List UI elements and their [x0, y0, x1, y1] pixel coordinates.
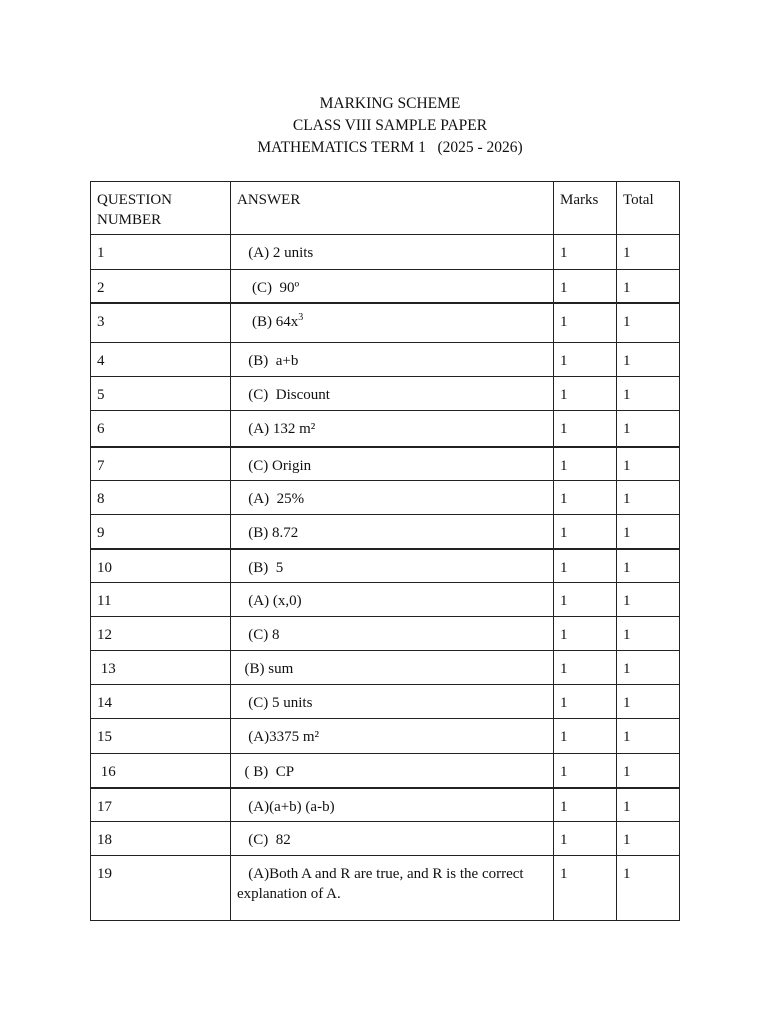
- table-row: [91, 303, 680, 343]
- marks-cell-text: 1: [560, 661, 568, 677]
- answer-cell: [231, 515, 554, 549]
- question-number-cell: [91, 515, 231, 549]
- total-cell: [617, 822, 680, 856]
- marks-cell: [554, 270, 617, 303]
- answer-cell: [231, 822, 554, 856]
- table-row: [91, 651, 680, 685]
- total-cell: [617, 343, 680, 377]
- marks-cell-text: 1: [560, 280, 568, 296]
- question-number-cell-text: 5: [97, 387, 105, 403]
- question-number-cell: [91, 343, 231, 377]
- answer-cell-text: (B) a+b: [237, 353, 299, 369]
- answer-cell: [231, 411, 554, 447]
- marks-cell-text: 1: [560, 695, 568, 711]
- answer-cell: [231, 549, 554, 583]
- total-cell-text: 1: [623, 559, 631, 576]
- total-cell: [617, 617, 680, 651]
- answer-cell: [231, 583, 554, 617]
- question-number-cell: [91, 303, 231, 343]
- marks-cell: [554, 719, 617, 754]
- answer-cell-text: (C) Origin: [237, 457, 312, 474]
- answer-cell: [231, 447, 554, 481]
- answer-cell: [231, 685, 554, 719]
- marks-cell: [554, 856, 617, 921]
- answer-cell-text: (B) 5: [237, 559, 284, 576]
- total-cell: [617, 788, 680, 822]
- question-number-cell: [91, 549, 231, 583]
- table-row: [91, 447, 680, 481]
- table-row: [91, 788, 680, 822]
- answer-cell-text: (B) 8.72: [237, 525, 299, 541]
- question-number-cell-text: 13: [97, 661, 116, 677]
- marks-cell-text: 1: [560, 832, 568, 848]
- total-cell-text: 1: [623, 421, 631, 437]
- total-cell: [617, 719, 680, 754]
- marks-cell: [554, 549, 617, 583]
- answer-cell-text: (C) 90º: [237, 280, 300, 296]
- total-cell: [617, 411, 680, 447]
- answer-cell-text: (A) 132 m²: [237, 421, 316, 437]
- answer-cell: [231, 788, 554, 822]
- question-number-cell: [91, 822, 231, 856]
- question-number-cell-text: 18: [97, 832, 112, 848]
- answer-cell: [231, 343, 554, 377]
- answer-cell-text: (B) 64x: [237, 313, 299, 330]
- marks-cell: [554, 788, 617, 822]
- table-row: [91, 549, 680, 583]
- subject-term: MATHEMATICS TERM 1 (2025 - 2026): [257, 139, 523, 156]
- marks-cell-text: 1: [560, 387, 568, 403]
- question-number-cell: [91, 411, 231, 447]
- answer-cell: [231, 481, 554, 515]
- marks-cell: [554, 447, 617, 481]
- question-number-cell: [91, 270, 231, 303]
- table-row: [91, 719, 680, 754]
- question-number-cell: [91, 481, 231, 515]
- header-answer: ANSWER: [231, 182, 554, 235]
- table-row: [91, 343, 680, 377]
- total-cell: [617, 235, 680, 270]
- total-cell-text: 1: [623, 832, 631, 848]
- answer-cell-text: (A) (x,0): [237, 593, 302, 609]
- answer-cell: [231, 754, 554, 788]
- total-cell-text: 1: [623, 313, 631, 330]
- question-number-cell-text: 8: [97, 491, 105, 507]
- table-row: [91, 270, 680, 303]
- marks-cell: [554, 822, 617, 856]
- marks-cell-text: 1: [560, 729, 568, 745]
- answer-cell: [231, 377, 554, 411]
- question-number-cell: [91, 685, 231, 719]
- marks-cell: [554, 303, 617, 343]
- total-cell: [617, 303, 680, 343]
- question-number-cell-text: 12: [97, 627, 112, 643]
- total-cell-text: 1: [623, 280, 631, 296]
- class-subtitle: CLASS VIII SAMPLE PAPER: [292, 117, 488, 134]
- table-row: [91, 685, 680, 719]
- header-marks: Marks: [554, 182, 617, 235]
- answer-cell: [231, 235, 554, 270]
- total-cell-text: 1: [623, 353, 631, 369]
- question-number-cell: [91, 754, 231, 788]
- marks-cell: [554, 235, 617, 270]
- total-cell-text: 1: [623, 593, 631, 609]
- total-cell: [617, 754, 680, 788]
- answer-cell: [231, 651, 554, 685]
- question-number-cell-text: 14: [97, 695, 112, 711]
- table-row: [91, 754, 680, 788]
- marks-cell: [554, 617, 617, 651]
- answer-cell-text: (A) 25%: [237, 491, 305, 507]
- marks-cell-text: 1: [560, 491, 568, 507]
- table-row: [91, 515, 680, 549]
- question-number-cell-text: 15: [97, 729, 112, 745]
- total-cell-text: 1: [623, 457, 631, 474]
- marks-cell-text: 1: [560, 313, 568, 330]
- marks-cell: [554, 685, 617, 719]
- question-number-cell: [91, 235, 231, 270]
- total-cell-text: 1: [623, 798, 631, 815]
- question-number-cell-text: 19: [97, 866, 112, 882]
- marks-cell: [554, 583, 617, 617]
- total-cell-text: 1: [623, 245, 631, 261]
- answer-cell-text: (B) sum: [237, 661, 294, 677]
- table-body: [91, 182, 680, 921]
- question-number-cell-text: 10: [97, 559, 112, 576]
- marks-cell-text: 1: [560, 245, 568, 261]
- question-number-cell: [91, 651, 231, 685]
- total-cell: [617, 651, 680, 685]
- marks-cell: [554, 343, 617, 377]
- question-number-cell-text: 3: [97, 313, 105, 330]
- total-cell-text: 1: [623, 627, 631, 643]
- total-cell: [617, 377, 680, 411]
- total-cell-text: 1: [623, 491, 631, 507]
- question-number-cell: [91, 788, 231, 822]
- marks-cell-text: 1: [560, 798, 568, 815]
- total-cell-text: 1: [623, 729, 631, 745]
- total-cell-text: 1: [623, 661, 631, 677]
- question-number-cell-text: 4: [97, 353, 105, 369]
- total-cell: [617, 856, 680, 921]
- marks-cell: [554, 377, 617, 411]
- question-number-cell-text: 9: [97, 525, 105, 541]
- question-number-cell: [91, 583, 231, 617]
- marks-cell-text: 1: [560, 764, 568, 780]
- answer-cell-text: ( B) CP: [237, 764, 295, 780]
- marks-cell-text: 1: [560, 525, 568, 541]
- table-row: [91, 583, 680, 617]
- marks-cell: [554, 411, 617, 447]
- answer-cell: [231, 303, 554, 343]
- total-cell: [617, 685, 680, 719]
- marks-cell-text: 1: [560, 457, 568, 474]
- total-cell: [617, 270, 680, 303]
- answer-cell: [231, 270, 554, 303]
- question-number-cell: [91, 719, 231, 754]
- marks-cell-text: 1: [560, 353, 568, 369]
- total-cell-text: 1: [623, 764, 631, 780]
- table-row: [91, 411, 680, 447]
- total-cell-text: 1: [623, 387, 631, 403]
- table-row: [91, 481, 680, 515]
- marking-scheme-table: [90, 181, 680, 921]
- marks-cell-text: 1: [560, 559, 568, 576]
- question-number-cell: [91, 856, 231, 921]
- answer-cell-text: (A)(a+b) (a-b): [237, 798, 335, 815]
- header-total: Total: [617, 182, 680, 235]
- table-row: [91, 822, 680, 856]
- document-header: [0, 93, 768, 159]
- question-number-cell-text: 16: [97, 764, 116, 780]
- question-number-cell-text: 17: [97, 798, 112, 815]
- table-row: [91, 856, 680, 921]
- question-number-cell-text: 1: [97, 245, 105, 261]
- marks-cell-text: 1: [560, 627, 568, 643]
- marks-cell-text: 1: [560, 421, 568, 437]
- question-number-cell-text: 11: [97, 593, 112, 609]
- question-number-cell: [91, 377, 231, 411]
- question-number-cell: [91, 447, 231, 481]
- table-row: [91, 617, 680, 651]
- answer-cell-text: (C) 5 units: [237, 695, 313, 711]
- marks-cell: [554, 651, 617, 685]
- total-cell: [617, 447, 680, 481]
- total-cell-text: 1: [623, 866, 631, 882]
- answer-cell-text: (A)Both A and R are true, and R is the correct explanation of A.: [237, 866, 528, 902]
- exponent: 3: [298, 311, 304, 323]
- answer-cell-text: (C) 8: [237, 627, 280, 643]
- total-cell: [617, 481, 680, 515]
- marks-cell: [554, 481, 617, 515]
- question-number-cell-text: 7: [97, 457, 105, 474]
- header-row: [91, 182, 680, 235]
- answer-cell-text: (A)3375 m²: [237, 729, 319, 745]
- total-cell-text: 1: [623, 525, 631, 541]
- table-row: [91, 377, 680, 411]
- answer-cell-text: (C) Discount: [237, 387, 330, 403]
- marks-cell: [554, 515, 617, 549]
- marks-cell-text: 1: [560, 866, 568, 882]
- question-number-cell: [91, 617, 231, 651]
- answer-cell: [231, 617, 554, 651]
- total-cell: [617, 549, 680, 583]
- marks-cell: [554, 754, 617, 788]
- question-number-cell-text: 2: [97, 280, 105, 296]
- marks-cell-text: 1: [560, 593, 568, 609]
- total-cell: [617, 583, 680, 617]
- scheme-title: MARKING SCHEME: [319, 95, 461, 112]
- answer-cell: [231, 719, 554, 754]
- answer-cell: [231, 856, 554, 921]
- total-cell: [617, 515, 680, 549]
- answer-cell-text: (A) 2 units: [237, 245, 314, 261]
- table-row: [91, 235, 680, 270]
- header-question-number: QUESTION NUMBER: [91, 182, 231, 235]
- question-number-cell-text: 6: [97, 421, 105, 437]
- total-cell-text: 1: [623, 695, 631, 711]
- answer-cell-text: (C) 82: [237, 832, 291, 848]
